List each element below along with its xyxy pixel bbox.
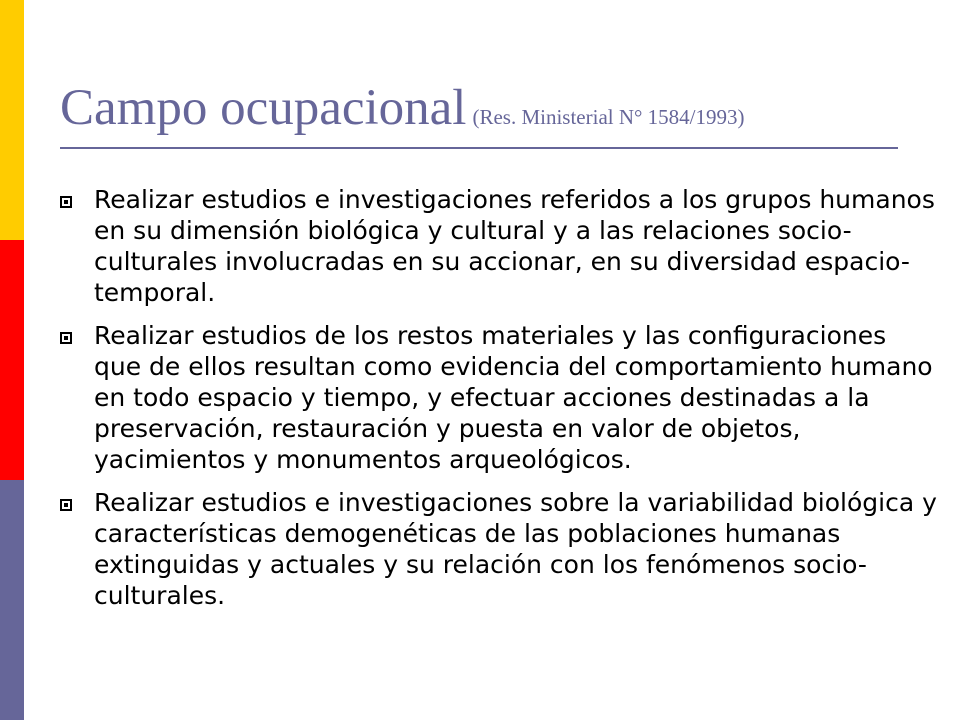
- side-band-blue: [0, 480, 24, 720]
- side-band-red: [0, 240, 24, 480]
- square-bullet-icon: [60, 499, 72, 511]
- bullet-text: Realizar estudios de los restos materiales y las configuraciones que de ellos resultan como evidencia del comportamiento humano en todo espacio y tiempo, y efectuar acciones destinadas a la preservación, restauración y puesta en valor de objetos, yacimientos y monumentos arqueológicos.: [94, 321, 933, 474]
- square-bullet-icon: [60, 332, 72, 344]
- bullet-item: [60, 320, 940, 475]
- bullet-item: [60, 184, 940, 308]
- title-underline: [60, 147, 898, 149]
- bullet-text: Realizar estudios e investigaciones referidos a los grupos humanos en su dimensión biológica y cultural y a las relaciones socio-culturales involucradas en su accionar, en su diversidad espacio-temporal.: [94, 185, 935, 307]
- side-band-yellow: [0, 0, 24, 240]
- slide-title-main: Campo ocupacional: [60, 80, 467, 136]
- bullet-item: [60, 487, 940, 611]
- slide-title: [60, 76, 920, 146]
- square-bullet-icon: [60, 196, 72, 208]
- bullet-text: Realizar estudios e investigaciones sobre la variabilidad biológica y características demogenéticas de las poblaciones humanas extinguidas y actuales y su relación con los fenómenos socio-culturales.: [94, 488, 937, 610]
- bullet-list: [60, 184, 940, 623]
- slide-title-note: (Res. Ministerial N° 1584/1993): [472, 105, 745, 129]
